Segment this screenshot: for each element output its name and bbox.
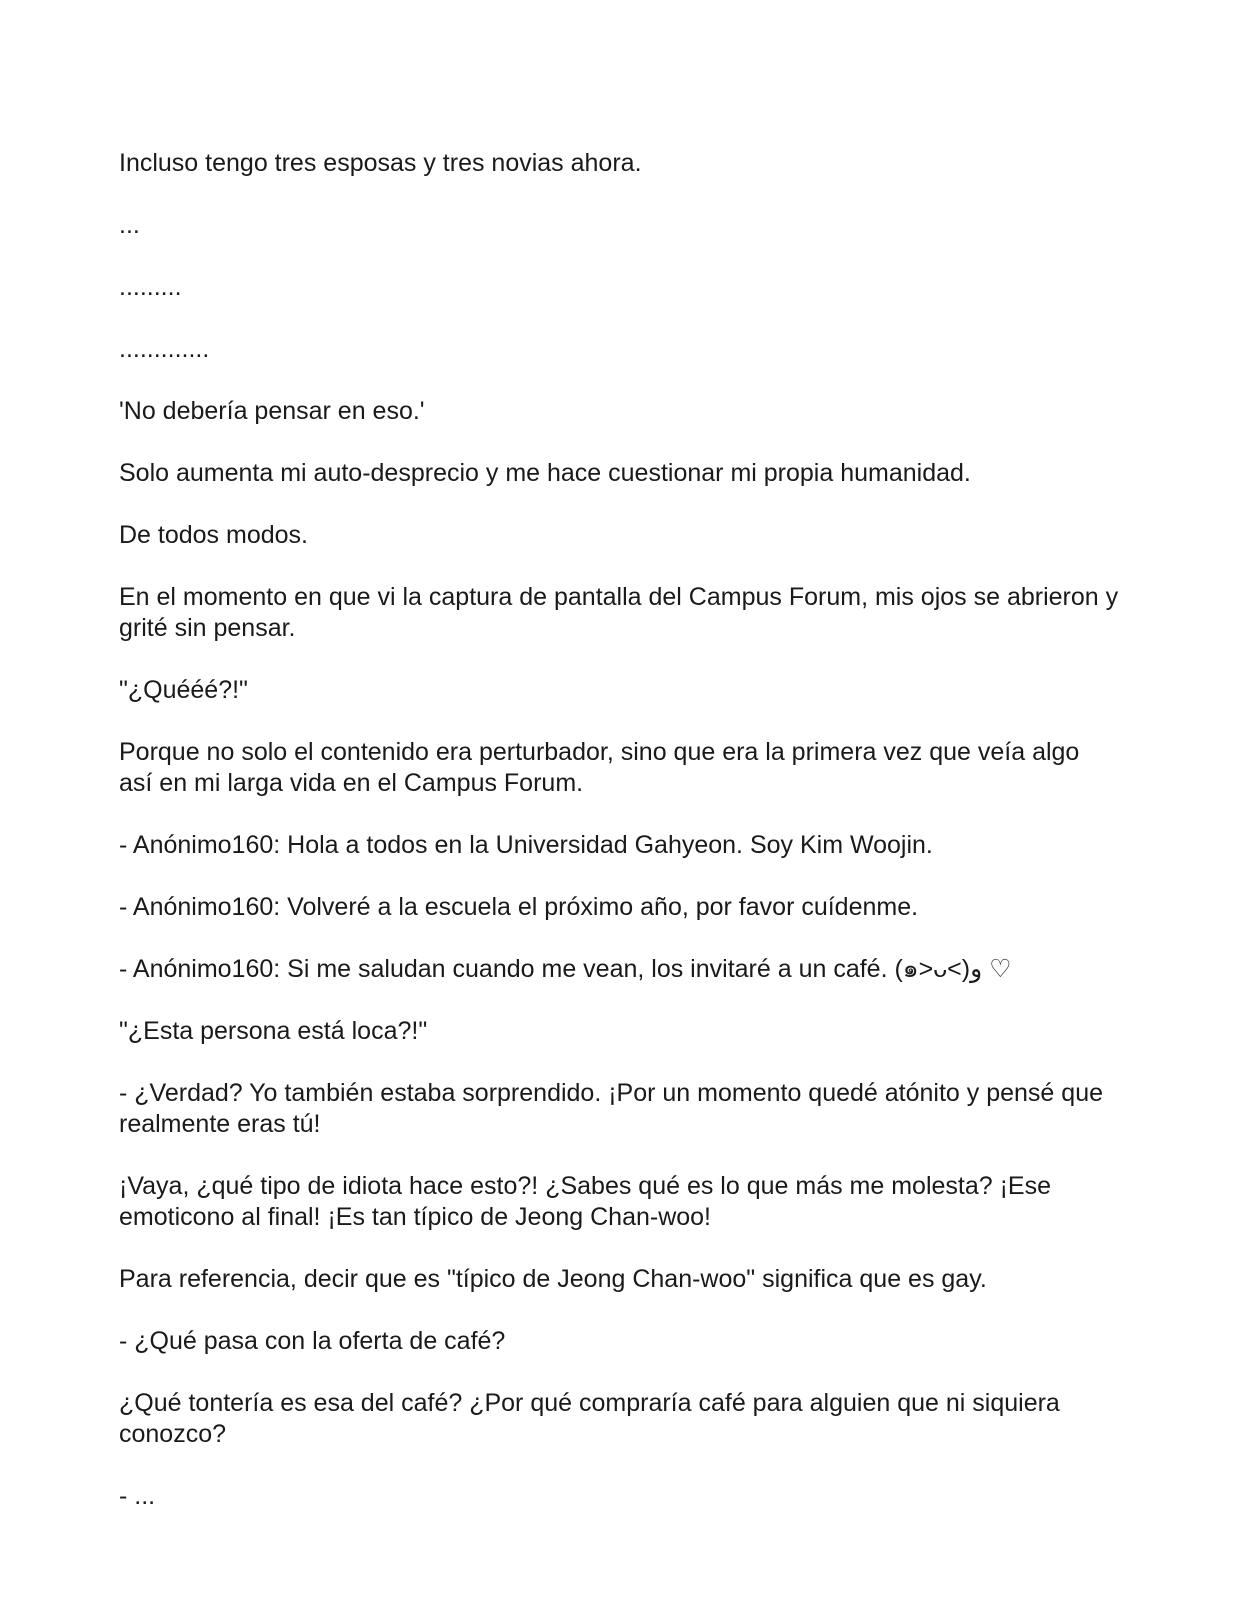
document-body — [119, 148, 1126, 1543]
paragraph: Incluso tengo tres esposas y tres novias ahora. — [119, 149, 642, 177]
paragraph: - ¿Qué pasa con la oferta de café? — [119, 1327, 506, 1355]
paragraph: ......... — [119, 273, 182, 301]
paragraph: ¿Qué tontería es esa del café? ¿Por qué compraría café para alguien que ni siquiera conozco? — [119, 1389, 1067, 1448]
paragraph: - ... — [119, 1482, 156, 1510]
paragraph: Para referencia, decir que es "típico de Jeong Chan-woo" significa que es gay. — [119, 1265, 987, 1293]
paragraph: Porque no solo el contenido era perturbador, sino que era la primera vez que veía algo así en mi larga vida en el Campus Forum. — [119, 738, 1087, 797]
paragraph: ... — [119, 211, 140, 239]
paragraph: - Anónimo160: Si me saludan cuando me vean, los invitaré a un café. (๑>ᴗ<)و ♡ — [119, 955, 1012, 983]
paragraph: Solo aumenta mi auto-desprecio y me hace cuestionar mi propia humanidad. — [119, 459, 971, 487]
paragraph: ¡Vaya, ¿qué tipo de idiota hace esto?! ¿Sabes qué es lo que más me molesta? ¡Ese emoticono al final! ¡Es tan típico de Jeong Chan-woo! — [119, 1172, 1058, 1231]
paragraph: - ¿Verdad? Yo también estaba sorprendido. ¡Por un momento quedé atónito y pensé que realmente eras tú! — [119, 1079, 1110, 1138]
paragraph: - Anónimo160: Volveré a la escuela el próximo año, por favor cuídenme. — [119, 893, 919, 921]
paragraph: 'No debería pensar en eso.' — [119, 397, 425, 425]
paragraph: ............. — [119, 335, 210, 363]
paragraph: "¿Quééé?!" — [119, 676, 248, 704]
paragraph: De todos modos. — [119, 521, 308, 549]
paragraph: - Anónimo160: Hola a todos en la Universidad Gahyeon. Soy Kim Woojin. — [119, 831, 933, 859]
paragraph: En el momento en que vi la captura de pantalla del Campus Forum, mis ojos se abrieron y grité sin pensar. — [119, 583, 1126, 642]
paragraph: "¿Esta persona está loca?!" — [119, 1017, 428, 1045]
